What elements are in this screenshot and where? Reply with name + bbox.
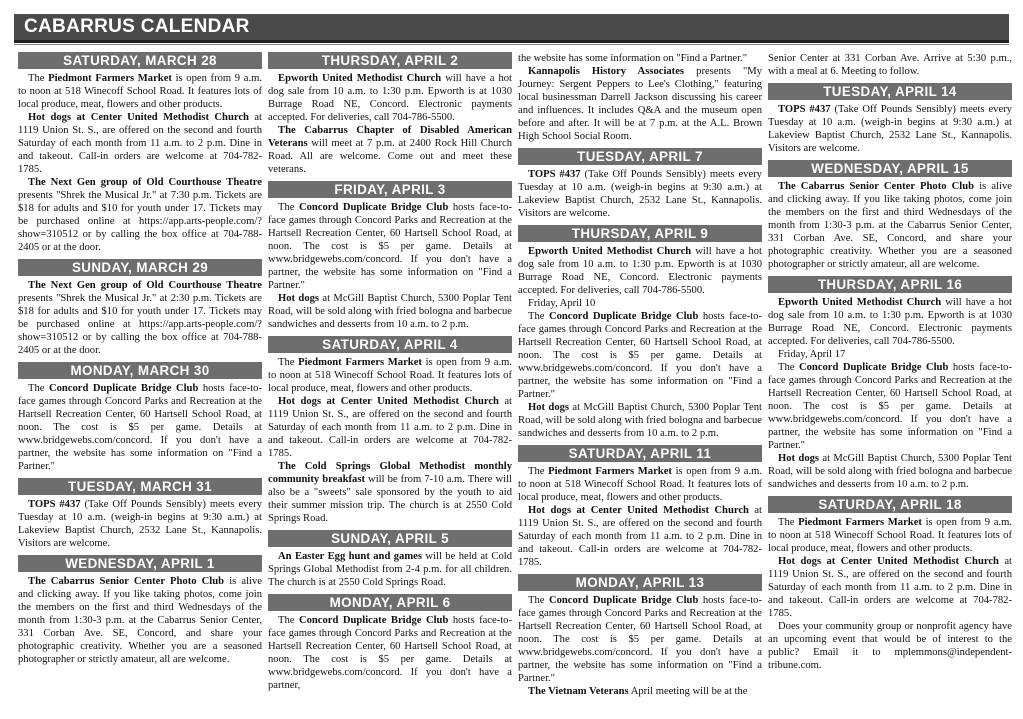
event-name: The Vietnam Veterans xyxy=(528,686,629,697)
event-prefix: The xyxy=(528,595,549,606)
event-listing xyxy=(18,498,262,550)
event-name: TOPS #437 xyxy=(778,104,831,115)
event-details: will have a hot dog sale from 10 a.m. to 1:30 p.m. Epworth is at 1030 Burrage Road NE, Concord. Electronic payments accepted. For deliveries, call 704-786-5500. xyxy=(768,297,1012,347)
event-name: Concord Duplicate Bridge Club xyxy=(298,202,449,213)
date-header: SATURDAY, APRIL 18 xyxy=(768,496,1012,513)
column-2 xyxy=(268,52,512,712)
event-name: Epworth United Methodist Church xyxy=(778,297,942,308)
calendar-section xyxy=(518,52,762,143)
event-name: Concord Duplicate Bridge Club xyxy=(548,595,699,606)
event-listing xyxy=(768,52,1012,78)
event-listing xyxy=(268,550,512,589)
event-details: is alive and clicking away. If you like taking photos, come join the members on the first and third Wednesdays of the month from 1:30-3 p.m. at the Cabarrus Senior Center, 331 Corban Ave. SE, Concord, and share your photographic creativity. Whether you are a seasoned photographer or strictly amateur, all are welcome. xyxy=(18,576,262,665)
event-name: Hot dogs xyxy=(278,293,320,304)
event-name: Hot dogs at Center United Methodist Church xyxy=(528,505,749,516)
event-details: will have a hot dog sale from 10 a.m. to 1:30 p.m. Epworth is at 1030 Burrage Road NE, Concord. Electronic payments accepted. For deliveries, call 704-786-5500. xyxy=(518,246,762,296)
event-name: Hot dogs at Center United Methodist Church xyxy=(778,556,999,567)
event-listing xyxy=(768,103,1012,155)
event-details: (Take Off Pounds Sensibly) meets every Tuesday at 10 a.m. (weigh-in begins at 9:30 a.m.) at Lakeview Baptist Church, 2532 Lane St., Kannapolis. Visitors are welcome. xyxy=(18,499,262,549)
column-3 xyxy=(518,52,762,712)
event-details: will be held at Cold Springs Global Methodist from 2-4 p.m. for all children. The church is at 2550 Cold Springs Road. xyxy=(268,551,512,588)
event-details: hosts face-to-face games through Concord Parks and Recreation at the Hartsell Recreation Center, 60 Hartsell School Road, at noon. The cost is $5 per game. Details at www.bridgewebs.com/concord. If you don't have a partner, the website has some information on "Find a Partner." xyxy=(518,311,762,400)
event-details: at 1119 Union St. S., are offered on the second and fourth Saturday of each month from 11 a.m. to 2 p.m. Dine in and takeout. Call-in orders are welcome at 704-782-1785. xyxy=(518,505,762,568)
event-details: will have a hot dog sale from 10 a.m. to 1:30 p.m. Epworth is at 1030 Burrage Road NE, Concord. Electronic payments accepted. For deliveries, call 704-786-5500. xyxy=(268,73,512,123)
date-header: MONDAY, APRIL 13 xyxy=(518,574,762,591)
event-listing xyxy=(268,201,512,292)
event-name: Concord Duplicate Bridge Club xyxy=(548,311,699,322)
event-listing xyxy=(518,401,762,440)
event-name: Piedmont Farmers Market xyxy=(48,73,172,84)
event-listing xyxy=(518,245,762,297)
event-listing xyxy=(268,356,512,395)
event-name: Piedmont Farmers Market xyxy=(548,466,672,477)
event-name: TOPS #437 xyxy=(528,169,581,180)
event-details: Senior Center at 331 Corban Ave. Arrive at 5:30 p.m., with a meal at 6. Meeting to follow. xyxy=(768,53,1012,77)
event-details: at 1119 Union St. S., are offered on the second and fourth Saturday of each month from 11 a.m. to 2 p.m. Dine in and takeout. Call-in orders are welcome at 704-782-1785. xyxy=(268,396,512,459)
calendar-section xyxy=(268,530,512,589)
event-name: The Cold Springs Global Methodist monthly community breakfast xyxy=(268,461,512,485)
calendar-section xyxy=(768,276,1012,491)
event-name: TOPS #437 xyxy=(28,499,81,510)
event-details: Friday, April 17 xyxy=(778,349,846,360)
event-details: (Take Off Pounds Sensibly) meets every Tuesday at 10 a.m. (weigh-in begins at 9:30 a.m.) at Lakeview Baptist Church, 2532 Lane St., Kannapolis. Visitors are welcome. xyxy=(768,104,1012,154)
event-details: is open from 9 a.m. to noon at 518 Winecoff School Road. It features lots of local produce, meat, flowers and other products. xyxy=(18,73,262,110)
event-details: at McGill Baptist Church, 5300 Poplar Tent Road, will be sold along with fried bologna and barbecue sandwiches and desserts from 10 a.m. to 2 p.m. xyxy=(268,293,512,330)
event-details: hosts face-to-face games through Concord Parks and Recreation at the Hartsell Recreation Center, 60 Hartsell School Road, at noon. The cost is $5 per game. Details at www.bridgewebs.com/concord. If you don't have a partner, the website has some information on "Find a Partner." xyxy=(768,362,1012,451)
date-header: WEDNESDAY, APRIL 1 xyxy=(18,555,262,572)
event-details: at 1119 Union St. S., are offered on the second and fourth Saturday of each month from 11 a.m. to 2 p.m. Dine in and takeout. Call-in orders are welcome at 704-782-1785. xyxy=(18,112,262,175)
page-title: CABARRUS CALENDAR xyxy=(24,16,250,37)
event-name: Piedmont Farmers Market xyxy=(798,517,922,528)
event-details: is open from 9 a.m. to noon at 518 Winecoff School Road. It features lots of local produce, meat, flowers and other products. xyxy=(768,517,1012,554)
event-name: Concord Duplicate Bridge Club xyxy=(798,362,949,373)
date-header: SUNDAY, MARCH 29 xyxy=(18,259,262,276)
event-details: presents "Shrek the Musical Jr." at 2:30 p.m. Tickets are $18 for adults and $10 for youth under 17. Tickets may be purchased online at https://app.arts-people.com/?show=310512 or by calling the box office at 704-788-2405 or at the door. xyxy=(18,293,262,356)
event-listing xyxy=(18,279,262,357)
event-listing xyxy=(518,310,762,401)
calendar-section xyxy=(768,52,1012,78)
event-name: Kannapolis History Associates xyxy=(528,66,685,77)
event-listing xyxy=(268,72,512,124)
event-listing xyxy=(768,620,1012,672)
date-header: SATURDAY, APRIL 11 xyxy=(518,445,762,462)
date-header: TUESDAY, APRIL 7 xyxy=(518,148,762,165)
event-listing xyxy=(18,176,262,254)
calendar-section xyxy=(18,478,262,550)
event-listing xyxy=(518,504,762,569)
calendar-section xyxy=(518,225,762,440)
event-details: at McGill Baptist Church, 5300 Poplar Tent Road, will be sold along with fried bologna and barbecue sandwiches and desserts from 10 a.m. to 2 p.m. xyxy=(768,453,1012,490)
calendar-section xyxy=(18,52,262,254)
event-listing xyxy=(518,685,762,698)
event-listing xyxy=(768,361,1012,452)
event-details: is alive and clicking away. If you like taking photos, come join the members on the first and third Wednesdays of the month from 1:30-3 p.m. at the Cabarrus Senior Center, 331 Corban Ave. SE, Concord, and share your photographic creativity. Whether you are a seasoned photographer or strictly amateur, all are welcome. xyxy=(768,181,1012,270)
date-header: WEDNESDAY, APRIL 15 xyxy=(768,160,1012,177)
event-listing xyxy=(268,614,512,692)
event-listing xyxy=(768,348,1012,361)
date-header: SATURDAY, MARCH 28 xyxy=(18,52,262,69)
event-details: hosts face-to-face games through Concord Parks and Recreation at the Hartsell Recreation Center, 60 Hartsell School Road, at noon. The cost is $5 per game. Details at www.bridgewebs.com/concord. If you don't have a partner, the website has some information on "Find a Partner." xyxy=(518,595,762,684)
event-name: Piedmont Farmers Market xyxy=(298,357,422,368)
column-4 xyxy=(768,52,1012,712)
calendar-section xyxy=(518,574,762,698)
event-name: Epworth United Methodist Church xyxy=(528,246,692,257)
event-name: Epworth United Methodist Church xyxy=(278,73,442,84)
event-listing xyxy=(518,594,762,685)
event-details: hosts face-to-face games through Concord Parks and Recreation at the Hartsell Recreation Center, 60 Hartsell School Road, at noon. The cost is $5 per game. Details at www.bridgewebs.com/concord. If you don't have a partner, the website has some information on "Find a Partner." xyxy=(18,383,262,472)
event-prefix: The xyxy=(28,73,49,84)
event-listing xyxy=(768,296,1012,348)
event-details: hosts face-to-face games through Concord Parks and Recreation at the Hartsell Recreation Center, 60 Hartsell School Road, at noon. The cost is $5 per game. Details at www.bridgewebs.com/concord. If you don't have a partner, xyxy=(268,615,512,691)
event-listing xyxy=(768,452,1012,491)
event-prefix: The xyxy=(278,615,299,626)
event-name: Hot dogs at Center United Methodist Church xyxy=(28,112,249,123)
date-header: THURSDAY, APRIL 16 xyxy=(768,276,1012,293)
masthead xyxy=(14,14,1009,43)
event-listing xyxy=(768,516,1012,555)
calendar-section xyxy=(518,148,762,220)
calendar-section xyxy=(268,336,512,525)
date-header: FRIDAY, APRIL 3 xyxy=(268,181,512,198)
event-prefix: The xyxy=(278,357,299,368)
event-listing xyxy=(268,292,512,331)
event-listing xyxy=(18,575,262,666)
event-listing xyxy=(268,124,512,176)
calendar-section xyxy=(268,52,512,176)
event-listing xyxy=(518,52,762,65)
calendar-section xyxy=(768,496,1012,672)
event-details: Does your community group or nonprofit agency have an upcoming event that would be of interest to the public? Email it to mplemmons@independent-tribune.com. xyxy=(768,621,1012,671)
calendar-section xyxy=(268,181,512,331)
event-listing xyxy=(768,555,1012,620)
event-details: will be from 7-10 a.m. There will also be a "sweets" sale sponsored by the youth to aid their summer mission trip. The church is at 2550 Cold Springs Road. xyxy=(268,474,512,524)
event-name: The Cabarrus Senior Center Photo Club xyxy=(28,576,225,587)
event-name: An Easter Egg hunt and games xyxy=(278,551,422,562)
date-header: SUNDAY, APRIL 5 xyxy=(268,530,512,547)
calendar-section xyxy=(768,83,1012,155)
date-header: MONDAY, MARCH 30 xyxy=(18,362,262,379)
event-details: the website has some information on "Find a Partner." xyxy=(518,53,748,64)
event-details: (Take Off Pounds Sensibly) meets every Tuesday at 10 a.m. (weigh-in begins at 9:30 a.m.) at Lakeview Baptist Church, 2532 Lane St., Kannapolis. Visitors are welcome. xyxy=(518,169,762,219)
event-details: Friday, April 10 xyxy=(528,298,596,309)
event-details: at McGill Baptist Church, 5300 Poplar Tent Road, will be sold along with fried bologna and barbecue sandwiches and desserts from 10 a.m. to 2 p.m. xyxy=(518,402,762,439)
column-1 xyxy=(18,52,262,712)
event-details: hosts face-to-face games through Concord Parks and Recreation at the Hartsell Recreation Center, 60 Hartsell School Road, at noon. The cost is $5 per game. Details at www.bridgewebs.com/concord. If you don't have a partner, the website has some information on "Find a Partner." xyxy=(268,202,512,291)
event-details: presents "My Journey: Sergent Peppers to Lee's Clothing," featuring local businessman Darrell Jackson discussing his career and influences. It includes Q&A and the museum open before and after. It will be at 7 p.m. at the A.L. Brown High School Social Room. xyxy=(518,66,762,142)
event-name: Concord Duplicate Bridge Club xyxy=(48,383,199,394)
event-listing xyxy=(768,180,1012,271)
event-name: The Next Gen group of Old Courthouse Theatre xyxy=(28,280,262,291)
event-name: The Cabarrus Senior Center Photo Club xyxy=(778,181,975,192)
calendar-section xyxy=(768,160,1012,271)
event-listing xyxy=(518,168,762,220)
event-details: April meeting will be at the xyxy=(628,686,748,697)
masthead-rule xyxy=(14,44,1009,45)
event-details: at 1119 Union St. S., are offered on the second and fourth Saturday of each month from 11 a.m. to 2 p.m. Dine in and takeout. Call-in orders are welcome at 704-782-1785. xyxy=(768,556,1012,619)
calendar-section xyxy=(18,362,262,473)
event-details: is open from 9 a.m. to noon at 518 Winecoff School Road. It features lots of local produce, meat, flowers and other products. xyxy=(268,357,512,394)
date-header: MONDAY, APRIL 6 xyxy=(268,594,512,611)
event-listing xyxy=(518,297,762,310)
event-name: The Next Gen group of Old Courthouse Theatre xyxy=(28,177,262,188)
event-name: Concord Duplicate Bridge Club xyxy=(298,615,449,626)
event-details: is open from 9 a.m. to noon at 518 Winecoff School Road. It features lots of local produce, meat, flowers and other products. xyxy=(518,466,762,503)
event-prefix: The xyxy=(28,383,49,394)
event-prefix: The xyxy=(278,202,299,213)
date-header: SATURDAY, APRIL 4 xyxy=(268,336,512,353)
event-listing xyxy=(18,72,262,111)
event-prefix: The xyxy=(778,517,799,528)
calendar-section xyxy=(518,445,762,569)
event-listing xyxy=(268,395,512,460)
event-listing xyxy=(18,382,262,473)
event-prefix: The xyxy=(528,466,549,477)
calendar-section xyxy=(18,259,262,357)
event-details: presents "Shrek the Musical Jr." at 7:30 p.m. Tickets are $18 for adults and $10 for youth under 17. Tickets may be purchased online at https://app.arts-people.com/?show=310512 or by calling the box office at 704-788-2405 or at the door. xyxy=(18,190,262,253)
date-header: THURSDAY, APRIL 2 xyxy=(268,52,512,69)
date-header: TUESDAY, APRIL 14 xyxy=(768,83,1012,100)
event-prefix: The xyxy=(528,311,549,322)
event-listing xyxy=(18,111,262,176)
event-name: The Cabarrus Chapter of Disabled American Veterans xyxy=(268,125,512,149)
event-prefix: The xyxy=(778,362,799,373)
event-listing xyxy=(518,465,762,504)
event-name: Hot dogs at Center United Methodist Church xyxy=(278,396,499,407)
calendar-section xyxy=(268,594,512,692)
event-name: Hot dogs xyxy=(528,402,570,413)
event-details: will meet at 7 p.m. at 2400 Rock Hill Church Road. All are welcome. Come out and meet these veterans. xyxy=(268,138,512,175)
calendar-section xyxy=(18,555,262,666)
date-header: THURSDAY, APRIL 9 xyxy=(518,225,762,242)
event-listing xyxy=(268,460,512,525)
event-listing xyxy=(518,65,762,143)
date-header: TUESDAY, MARCH 31 xyxy=(18,478,262,495)
event-name: Hot dogs xyxy=(778,453,820,464)
